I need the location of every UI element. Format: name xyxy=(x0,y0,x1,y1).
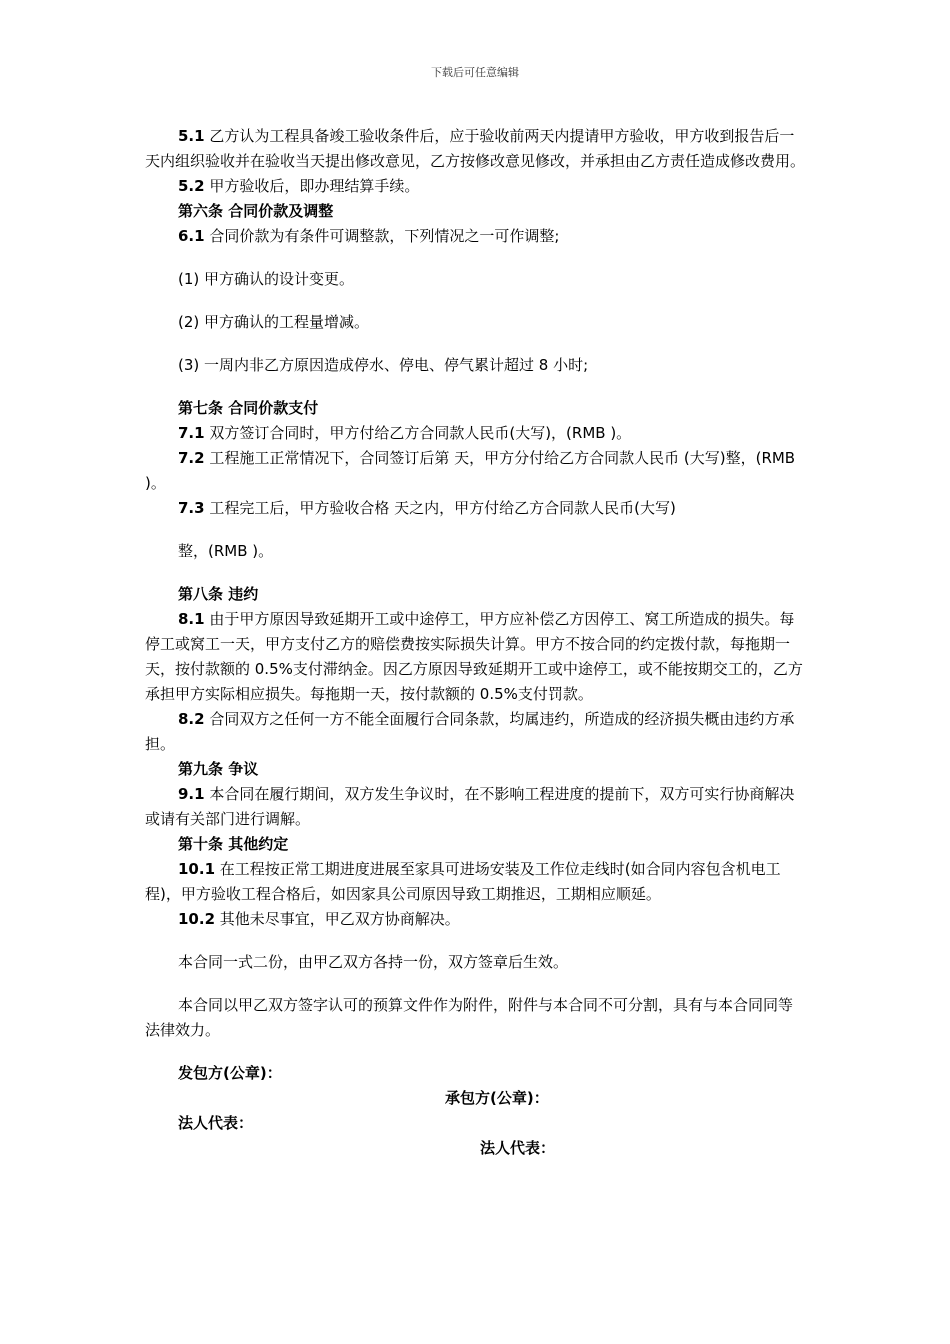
clause-5-1 xyxy=(145,124,805,174)
clause-6-item-3: (3) 一周内非乙方原因造成停水、停电、停气累计超过 8 小时; xyxy=(178,356,589,374)
clause-number: 7.3 xyxy=(178,499,205,517)
clause-6-item-1: (1) 甲方确认的设计变更。 xyxy=(178,270,355,288)
signature-contractor: 承包方(公章)： xyxy=(445,1089,549,1107)
clause-10-1 xyxy=(145,857,805,907)
clause-text: 由于甲方原因导致延期开工或中途停工，甲方应补偿乙方因停工、窝工所造成的损失。每停工或窝工一天，甲方支付乙方的赔偿费按实际损失计算。甲方不按合同的约定拨付款，每拖期一天，按付款额的 0.5%支付滞纳金。因乙方原因导致延期开工或中途停工，或不能按期交工的，乙方承担甲方实际相应损失。每拖期一天，按付款额的 0.5%支付罚款。 xyxy=(145,610,803,703)
article-9-title: 第九条 争议 xyxy=(178,760,259,778)
signature-rep-employer: 法人代表： xyxy=(178,1114,254,1132)
clause-number: 8.2 xyxy=(178,710,205,728)
clause-5-2 xyxy=(145,174,805,199)
clause-text: 甲方验收后，即办理结算手续。 xyxy=(204,177,420,195)
clause-text: 其他未尽事宜，甲乙双方协商解决。 xyxy=(215,910,460,928)
clause-6-1 xyxy=(145,224,805,249)
article-7-title: 第七条 合同价款支付 xyxy=(178,399,319,417)
page-header: 下载后可任意编辑 xyxy=(431,66,519,79)
clause-text: 工程施工正常情况下，合同签订后第 天，甲方分付给乙方合同款人民币 (大写)整，(RMB )。 xyxy=(145,449,796,492)
clause-8-2 xyxy=(145,707,805,757)
clause-text: 合同价款为有条件可调整款，下列情况之一可作调整; xyxy=(204,227,560,245)
contract-body xyxy=(145,124,805,1161)
clause-text: 工程完工后，甲方验收合格 天之内，甲方付给乙方合同款人民币(大写) xyxy=(204,499,676,517)
clause-7-3-tail: 整，(RMB )。 xyxy=(178,542,274,560)
article-6-title: 第六条 合同价款及调整 xyxy=(178,202,334,220)
clause-number: 8.1 xyxy=(178,610,205,628)
closing-attachment: 本合同以甲乙双方签字认可的预算文件作为附件，附件与本合同不可分割，具有与本合同同等法律效力。 xyxy=(145,996,794,1039)
closing-copies: 本合同一式二份，由甲乙双方各持一份，双方签章后生效。 xyxy=(178,953,569,971)
article-8-title: 第八条 违约 xyxy=(178,585,259,603)
clause-text: 在工程按正常工期进度进展至家具可进场安装及工作位走线时(如合同内容包含机电工程)，甲方验收工程合格后，如因家具公司原因导致工期推迟，工期相应顺延。 xyxy=(145,860,781,903)
clause-8-1 xyxy=(145,607,805,707)
signature-rep-contractor: 法人代表： xyxy=(480,1139,556,1157)
clause-number: 10.1 xyxy=(178,860,216,878)
article-10-title: 第十条 其他约定 xyxy=(178,835,289,853)
clause-text: 本合同在履行期间，双方发生争议时，在不影响工程进度的提前下，双方可实行协商解决或请有关部门进行调解。 xyxy=(145,785,795,828)
signature-employer: 发包方(公章)： xyxy=(178,1064,282,1082)
clause-7-1 xyxy=(145,421,805,446)
clause-text: 双方签订合同时，甲方付给乙方合同款人民币(大写)，(RMB )。 xyxy=(204,424,632,442)
clause-9-1 xyxy=(145,782,805,832)
clause-number: 7.2 xyxy=(178,449,205,467)
clause-7-3 xyxy=(145,496,805,521)
clause-number: 9.1 xyxy=(178,785,205,803)
clause-6-item-2: (2) 甲方确认的工程量增减。 xyxy=(178,313,370,331)
clause-number: 6.1 xyxy=(178,227,205,245)
clause-10-2 xyxy=(145,907,805,932)
clause-number: 5.2 xyxy=(178,177,205,195)
clause-number: 10.2 xyxy=(178,910,216,928)
clause-number: 5.1 xyxy=(178,127,205,145)
clause-text: 合同双方之任何一方不能全面履行合同条款，均属违约，所造成的经济损失概由违约方承担。 xyxy=(145,710,795,753)
clause-text: 乙方认为工程具备竣工验收条件后，应于验收前两天内提请甲方验收，甲方收到报告后一天内组织验收并在验收当天提出修改意见，乙方按修改意见修改，并承担由乙方责任造成修改费用。 xyxy=(145,127,806,170)
clause-7-2 xyxy=(145,446,805,496)
clause-number: 7.1 xyxy=(178,424,205,442)
